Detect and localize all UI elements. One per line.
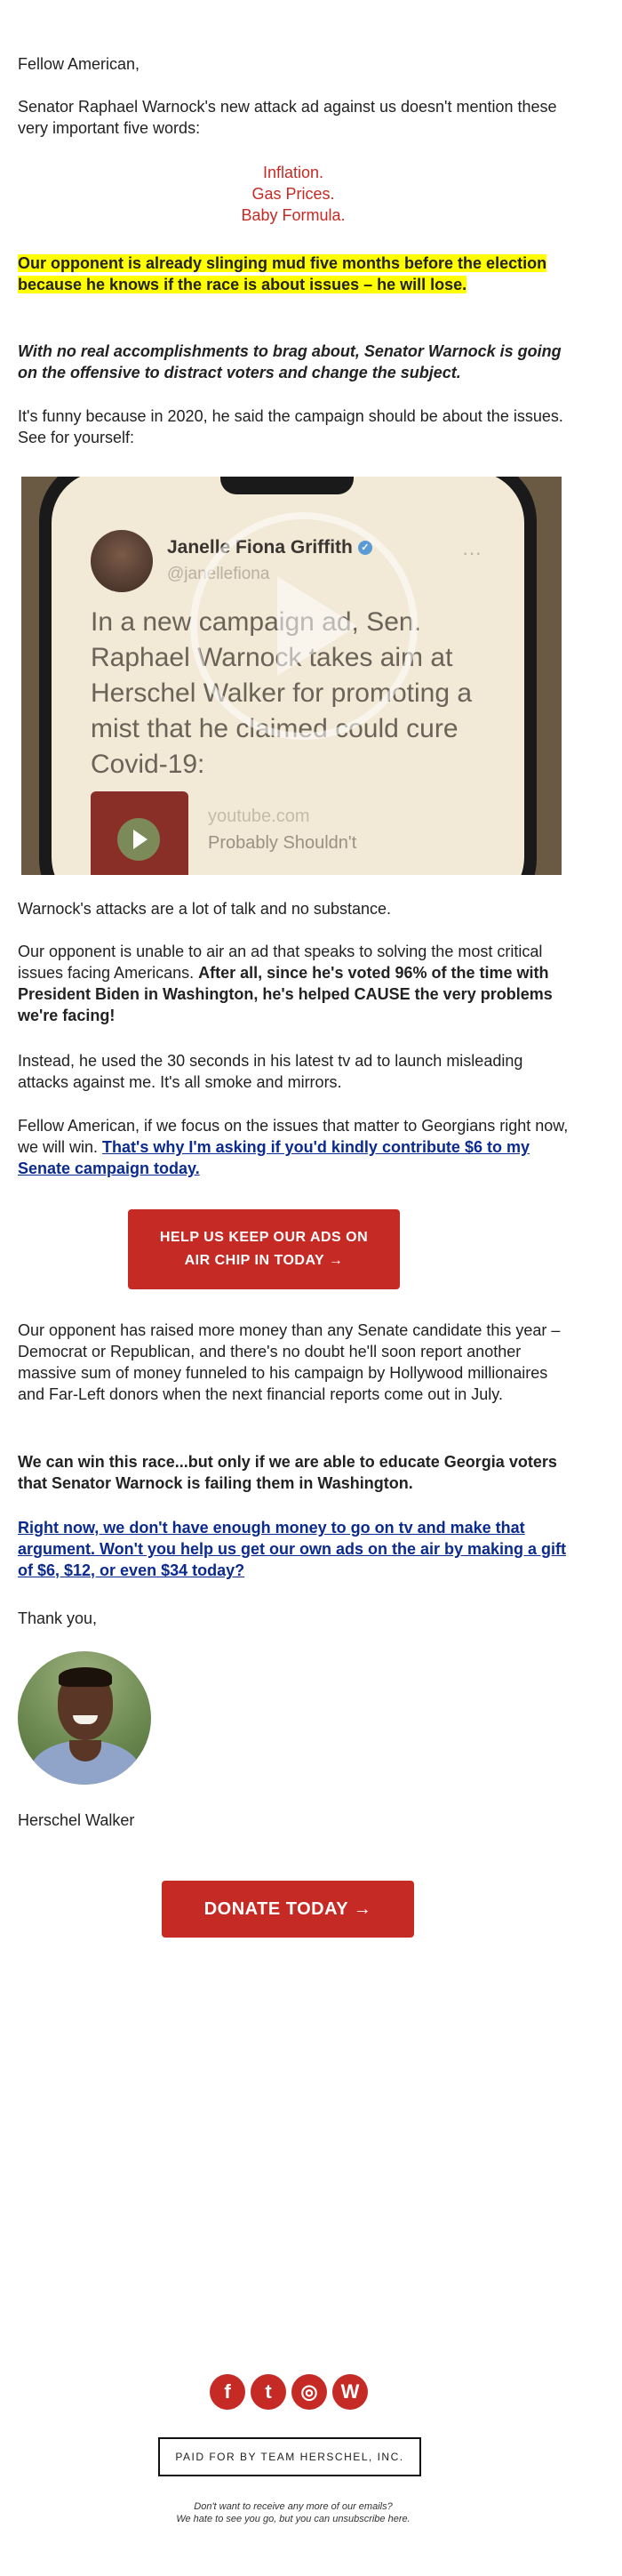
- unsubscribe-link[interactable]: We hate to see you go, but you can unsubscribe here.: [176, 2514, 411, 2524]
- instagram-icon[interactable]: ◎: [291, 2374, 327, 2410]
- word-baby-formula: Baby Formula.: [241, 206, 346, 224]
- raised-paragraph: Our opponent has raised more money than any Senate candidate this year – Democrat or Republican, and there's no doubt he'll soon report another massive sum of money funneled to his campaign by Hollywood millionaires and Far-Left donors when the next financial reports come out in July.: [18, 1321, 561, 1403]
- italic-statement: With no real accomplishments to brag about, Senator Warnock is going on the offensive to distract voters and change the subject.: [18, 342, 562, 381]
- contribute-link[interactable]: That's why I'm asking if you'd kindly contribute $6 to my Senate campaign today.: [18, 1138, 530, 1177]
- play-icon[interactable]: [190, 512, 418, 740]
- video-thumbnail[interactable]: [21, 477, 562, 875]
- tweet-author: Janelle Fiona Griffith: [167, 537, 353, 558]
- card-title: Probably Shouldn't: [208, 833, 357, 853]
- greeting: Fellow American,: [18, 55, 140, 73]
- signature-photo: [18, 1651, 151, 1785]
- highlighted-statement: Our opponent is already slinging mud five months before the election because he knows if the race is about issues – he will lose.: [18, 254, 547, 293]
- keep-ads-button[interactable]: HELP US KEEP OUR ADS ON AIR CHIP IN TODAY →: [128, 1209, 400, 1289]
- unsubscribe-question: Don't want to receive any more of our emails?: [194, 2501, 393, 2512]
- facebook-icon[interactable]: f: [210, 2374, 245, 2410]
- focus-paragraph: Fellow American, if we focus on the issues that matter to Georgians right now, we will win. That's why I'm asking if you'd kindly contribute $6 to my Senate campaign today.: [18, 1117, 569, 1177]
- paid-for-box: PAID FOR BY TEAM HERSCHEL, INC.: [158, 2437, 421, 2476]
- gift-link[interactable]: Right now, we don't have enough money to go on tv and make that argument. Won't you help us get our own ads on the air by making a gift of $6, $12, or even $34 today?: [18, 1519, 566, 1579]
- instead-paragraph: Instead, he used the 30 seconds in his latest tv ad to launch misleading attacks against me. It's all smoke and mirrors.: [18, 1052, 523, 1091]
- intro-paragraph: Senator Raphael Warnock's new attack ad against us doesn't mention these very important five words:: [18, 98, 557, 137]
- donate-button[interactable]: DONATE TODAY →: [162, 1881, 414, 1938]
- verified-icon: ✓: [358, 541, 372, 555]
- funny-paragraph: It's funny because in 2020, he said the campaign should be about the issues. See for yourself:: [18, 407, 563, 446]
- tweet-text: In a new campaign ad, Sen. Raphael Warnock takes aim at Herschel Walker for promoting a mist that he claimed could cure Covid-19:: [91, 607, 473, 779]
- five-words-list: [18, 162, 569, 226]
- unable-paragraph: Our opponent is unable to air an ad that speaks to solving the most critical issues facing Americans. After all, since he's voted 96% of the time with President Biden in Washington, he's helped CAUSE the very problems we're facing!: [18, 943, 553, 1024]
- win-paragraph: We can win this race...but only if we are able to educate Georgia voters that Senator Warnock is failing them in Washington.: [18, 1453, 557, 1492]
- card-domain: youtube.com: [208, 807, 310, 826]
- thanks: Thank you,: [18, 1609, 98, 1627]
- unable-bold: After all, since he's voted 96% of the time with President Biden in Washington, he's helped CAUSE the very problems we're facing!: [18, 964, 553, 1024]
- signature-name: Herschel Walker: [18, 1811, 135, 1829]
- word-inflation: Inflation.: [262, 164, 324, 181]
- more-icon: ···: [462, 542, 482, 564]
- winred-icon[interactable]: W: [332, 2374, 368, 2410]
- twitter-icon[interactable]: t: [251, 2374, 286, 2410]
- tweet-avatar: [91, 530, 153, 592]
- card-thumbnail: [91, 791, 188, 875]
- talk-paragraph: Warnock's attacks are a lot of talk and no substance.: [18, 900, 391, 918]
- tweet-handle: @janellefiona: [167, 565, 270, 583]
- word-gas-prices: Gas Prices.: [251, 185, 335, 203]
- card-play-icon: [117, 818, 160, 861]
